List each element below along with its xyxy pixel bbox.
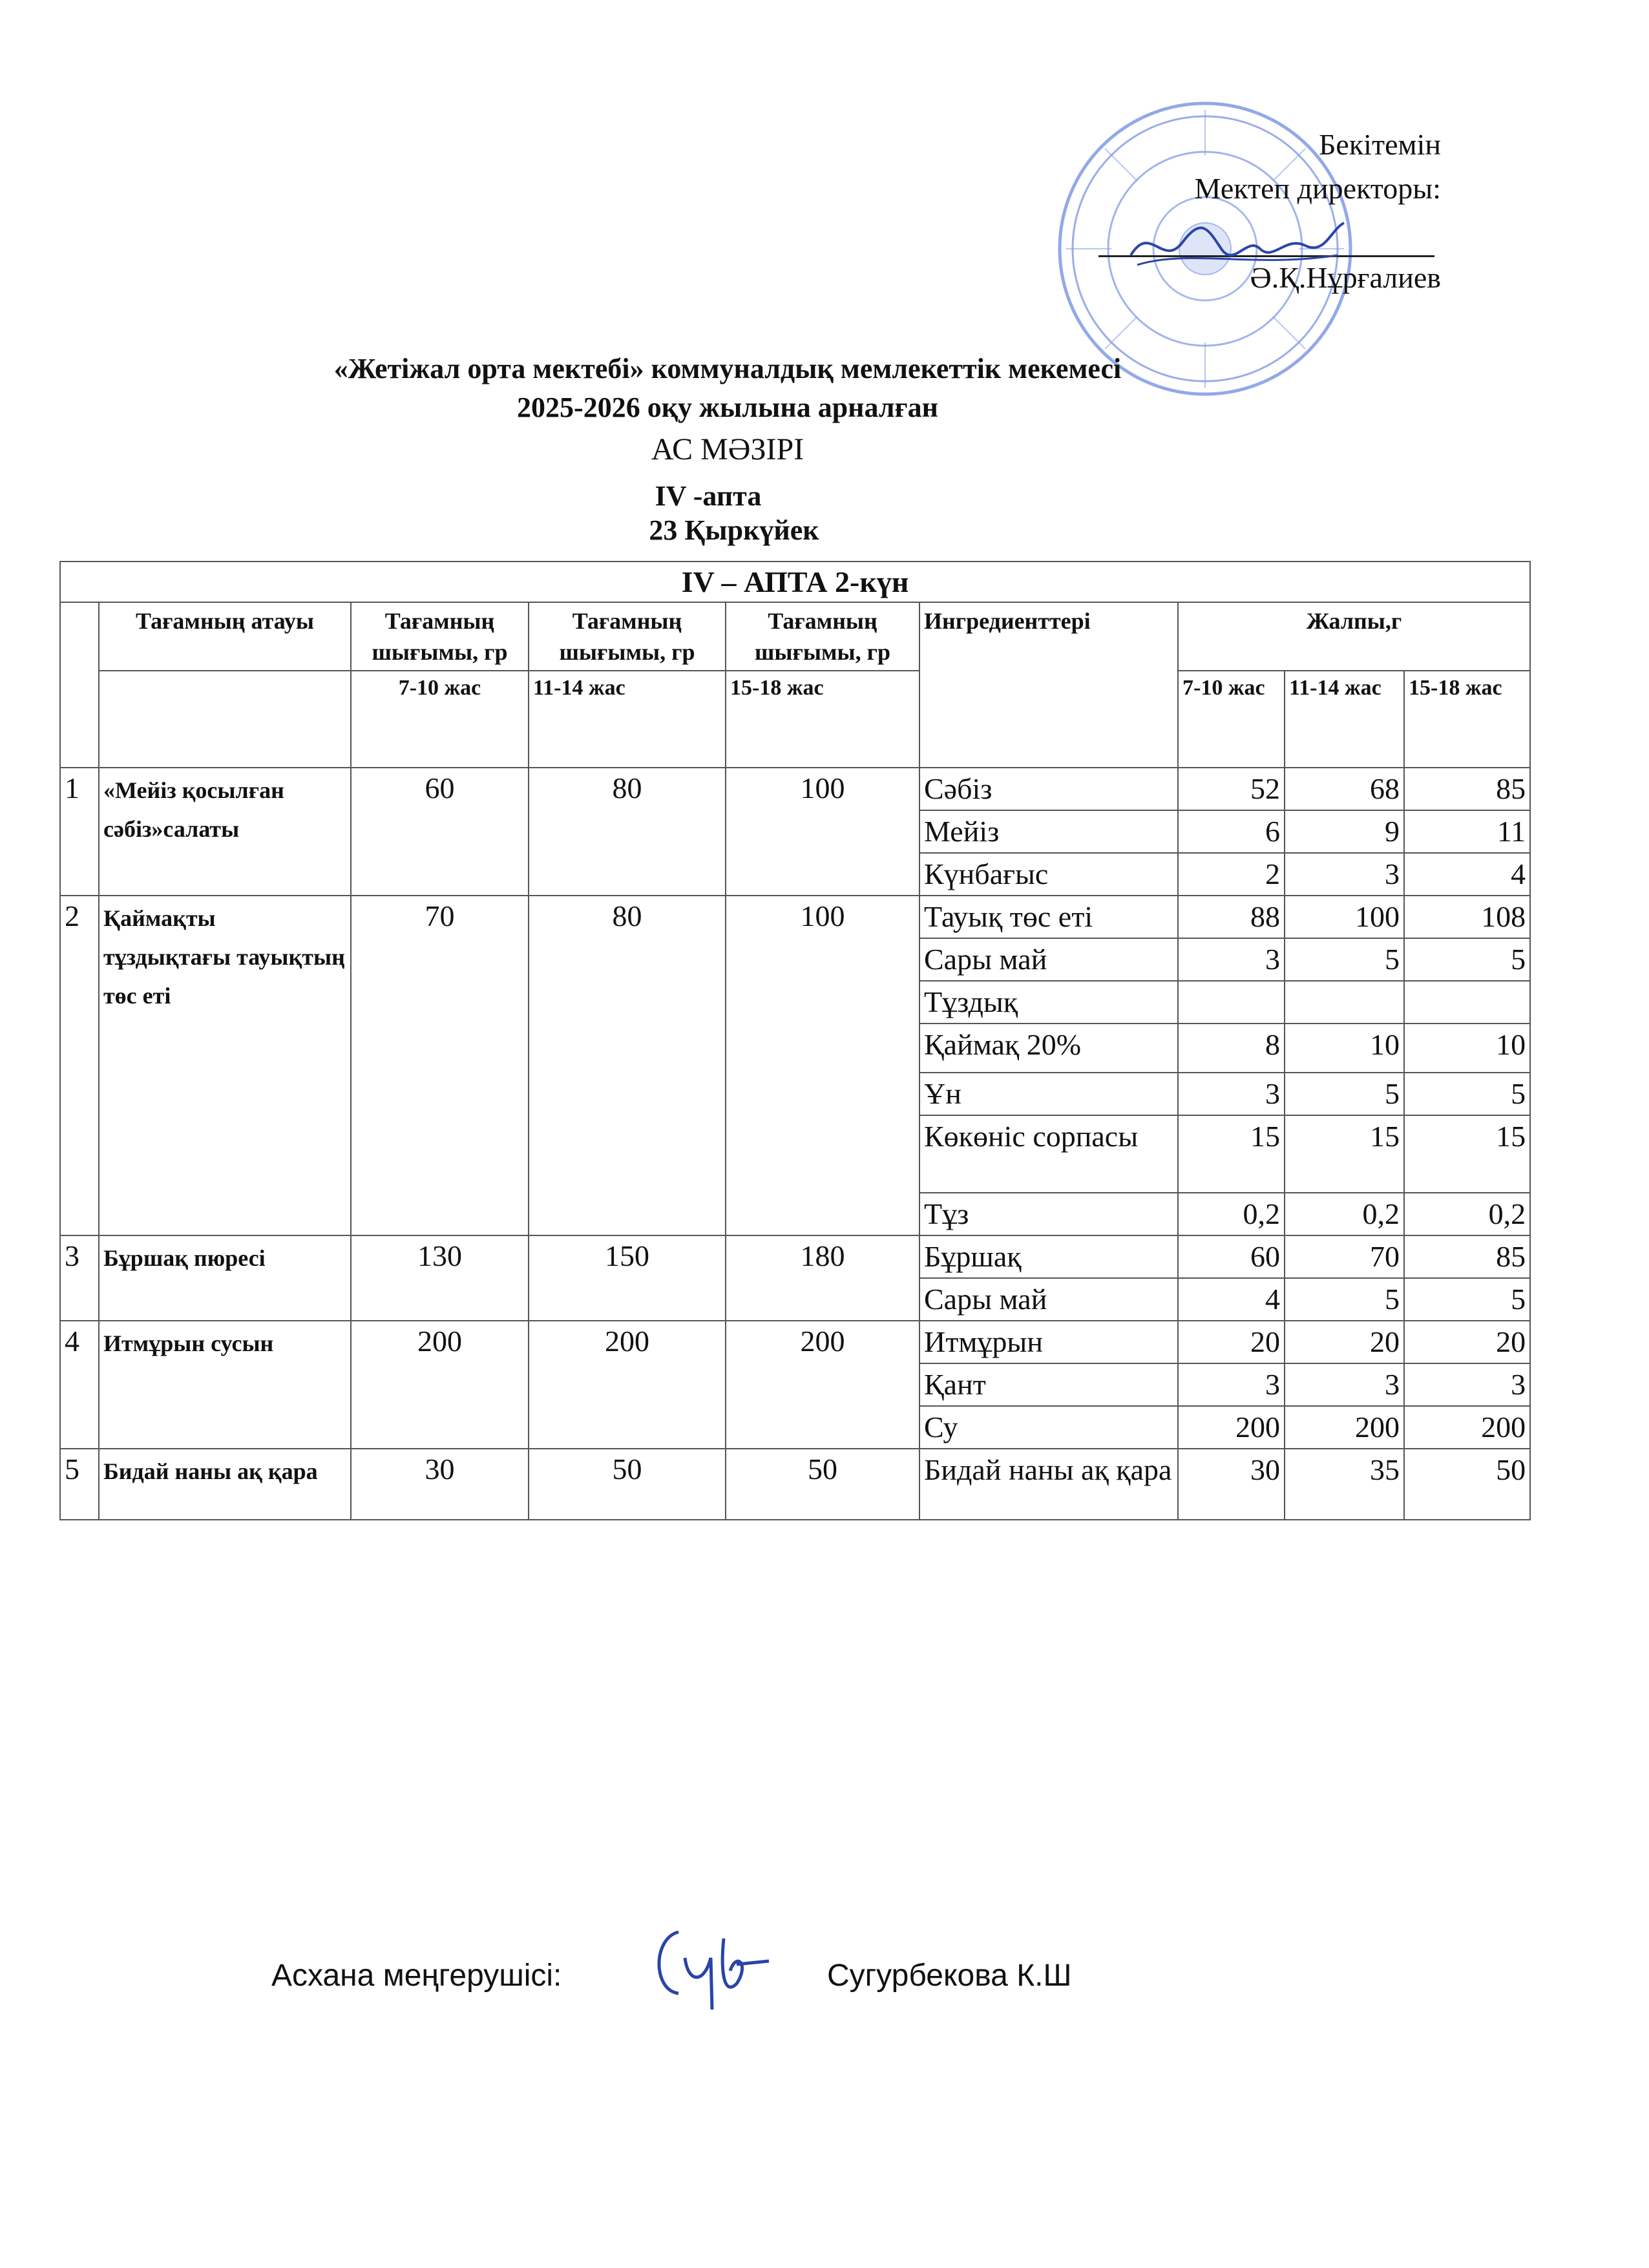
ingredient-name: Көкөніс сорпасы [919,1115,1178,1193]
ingredient-amount-15-18: 200 [1404,1406,1530,1449]
ingredient-amount-11-14: 5 [1285,1073,1404,1115]
ingredient-amount-11-14: 35 [1285,1449,1404,1520]
ingredient-amount-15-18: 85 [1404,768,1530,810]
col-ingredients-header: Ингредиенттері [919,602,1178,768]
ingredient-amount-11-14: 5 [1285,938,1404,981]
ingredient-name: Итмұрын [919,1321,1178,1363]
week-label: IV -апта [655,480,762,512]
ingredient-name: Тұз [919,1193,1178,1235]
ingredient-amount-11-14: 15 [1285,1115,1404,1193]
col-yield-header-1: Тағамның шығымы, гр [351,602,529,671]
ingredient-amount-7-10: 30 [1178,1449,1285,1520]
ingredient-amount-15-18: 0,2 [1404,1193,1530,1235]
dish-yield-15-18: 100 [726,896,919,1235]
dish-yield-7-10: 130 [351,1235,529,1321]
ingredient-amount-11-14: 68 [1285,768,1404,810]
age-header-11-14: 11-14 жас [529,671,726,768]
approval-position: Мектеп директоры: [1194,172,1441,205]
ingredient-amount-7-10: 4 [1178,1278,1285,1321]
dish-yield-11-14: 80 [529,896,726,1235]
ingredient-name: Сары май [919,1278,1178,1321]
dish-name: Итмұрын сусын [99,1321,351,1449]
ingredient-amount-7-10: 3 [1178,1363,1285,1406]
ingredient-amount-11-14: 5 [1285,1278,1404,1321]
ingredient-amount-11-14: 9 [1285,810,1404,853]
kitchen-head-name: Сугурбекова К.Ш [827,1958,1072,1993]
dish-number: 5 [60,1449,99,1520]
ingredient-amount-15-18: 10 [1404,1024,1530,1073]
dish-yield-7-10: 70 [351,896,529,1235]
ingredient-amount-7-10: 0,2 [1178,1193,1285,1235]
age-header-7-10: 7-10 жас [351,671,529,768]
table-row [60,896,1530,938]
ingredient-amount-15-18: 15 [1404,1115,1530,1193]
ingredient-amount-11-14: 70 [1285,1235,1404,1278]
ingredient-name: Су [919,1406,1178,1449]
ingredient-amount-11-14: 200 [1285,1406,1404,1449]
dish-yield-11-14: 80 [529,768,726,896]
dish-number: 4 [60,1321,99,1449]
director-signature [1124,210,1357,288]
table-row [60,1449,1530,1520]
ingredient-amount-15-18: 50 [1404,1449,1530,1520]
ingredient-amount-11-14: 3 [1285,1363,1404,1406]
dish-yield-7-10: 60 [351,768,529,896]
kitchen-head-signature [640,1913,788,2022]
dish-yield-7-10: 200 [351,1321,529,1449]
kitchen-head-label: Асхана меңгерушісі: [271,1958,562,1993]
col-yield-header-2: Тағамның шығымы, гр [529,602,726,671]
table-row [60,1235,1530,1278]
approval-label: Бекітемін [1319,128,1441,161]
ingredient-amount-15-18 [1404,981,1530,1024]
dish-name: Қаймақты тұздықтағы тауықтың төс еті [99,896,351,1235]
ingredient-amount-15-18: 5 [1404,938,1530,981]
col-total-header: Жалпы,г [1178,602,1530,671]
dish-number: 3 [60,1235,99,1321]
ingredient-name: Қант [919,1363,1178,1406]
ingredient-amount-7-10: 6 [1178,810,1285,853]
col-yield-header-3: Тағамның шығымы, гр [726,602,919,671]
dish-name: «Мейіз қосылған сәбіз»салаты [99,768,351,896]
school-year: 2025-2026 оқу жылына арналған [517,392,938,423]
col-name-header: Тағамның атауы [99,602,351,671]
table-caption: IV – АПТА 2-күн [60,562,1530,602]
ingredient-amount-15-18: 3 [1404,1363,1530,1406]
dish-yield-11-14: 200 [529,1321,726,1449]
ingredient-amount-11-14: 100 [1285,896,1404,938]
ingredient-amount-7-10: 15 [1178,1115,1285,1193]
ingredient-amount-7-10: 200 [1178,1406,1285,1449]
ingredient-amount-7-10: 3 [1178,1073,1285,1115]
ingredient-name: Бидай наны ақ қара [919,1449,1178,1520]
dish-name: Бұршақ пюресі [99,1235,351,1321]
dish-yield-15-18: 200 [726,1321,919,1449]
ingredient-name: Тауық төс еті [919,896,1178,938]
ingredient-amount-11-14: 3 [1285,853,1404,896]
dish-yield-15-18: 100 [726,768,919,896]
ingredient-amount-7-10 [1178,981,1285,1024]
ingredient-name: Сәбіз [919,768,1178,810]
total-age-15-18: 15-18 жас [1404,671,1530,768]
ingredient-name: Күнбағыс [919,853,1178,896]
ingredient-amount-11-14 [1285,981,1404,1024]
dish-number: 2 [60,896,99,1235]
ingredient-amount-15-18: 11 [1404,810,1530,853]
ingredient-amount-7-10: 52 [1178,768,1285,810]
ingredient-amount-7-10: 2 [1178,853,1285,896]
total-age-7-10: 7-10 жас [1178,671,1285,768]
total-age-11-14: 11-14 жас [1285,671,1404,768]
ingredient-name: Сары май [919,938,1178,981]
dish-yield-11-14: 50 [529,1449,726,1520]
ingredient-name: Тұздық [919,981,1178,1024]
ingredient-amount-7-10: 20 [1178,1321,1285,1363]
table-row [60,1321,1530,1363]
ingredient-amount-15-18: 108 [1404,896,1530,938]
menu-table [59,561,1531,1520]
ingredient-amount-7-10: 3 [1178,938,1285,981]
dish-yield-15-18: 50 [726,1449,919,1520]
ingredient-amount-15-18: 5 [1404,1278,1530,1321]
dish-name: Бидай наны ақ қара [99,1449,351,1520]
dish-number: 1 [60,768,99,896]
ingredient-amount-15-18: 20 [1404,1321,1530,1363]
table-row [60,768,1530,810]
ingredient-name: Қаймақ 20% [919,1024,1178,1073]
date-label: 23 Қыркүйек [649,514,819,546]
ingredient-amount-15-18: 85 [1404,1235,1530,1278]
age-header-15-18: 15-18 жас [726,671,919,768]
ingredient-amount-15-18: 4 [1404,853,1530,896]
org-name: «Жетіжал орта мектебі» коммуналдық мемлекеттік мекемесі [333,353,1122,384]
ingredient-amount-15-18: 5 [1404,1073,1530,1115]
dish-rows [60,768,1530,1520]
dish-yield-11-14: 150 [529,1235,726,1321]
ingredient-amount-7-10: 88 [1178,896,1285,938]
menu-title: АС МӘЗІРІ [651,432,804,467]
ingredient-name: Мейіз [919,810,1178,853]
ingredient-amount-7-10: 8 [1178,1024,1285,1073]
ingredient-name: Бұршақ [919,1235,1178,1278]
dish-yield-15-18: 180 [726,1235,919,1321]
ingredient-amount-11-14: 20 [1285,1321,1404,1363]
approval-director-name: Ә.Қ.Нұрғалиев [1250,261,1441,294]
ingredient-name: Ұн [919,1073,1178,1115]
ingredient-amount-11-14: 0,2 [1285,1193,1404,1235]
ingredient-amount-7-10: 60 [1178,1235,1285,1278]
dish-yield-7-10: 30 [351,1449,529,1520]
ingredient-amount-11-14: 10 [1285,1024,1404,1073]
